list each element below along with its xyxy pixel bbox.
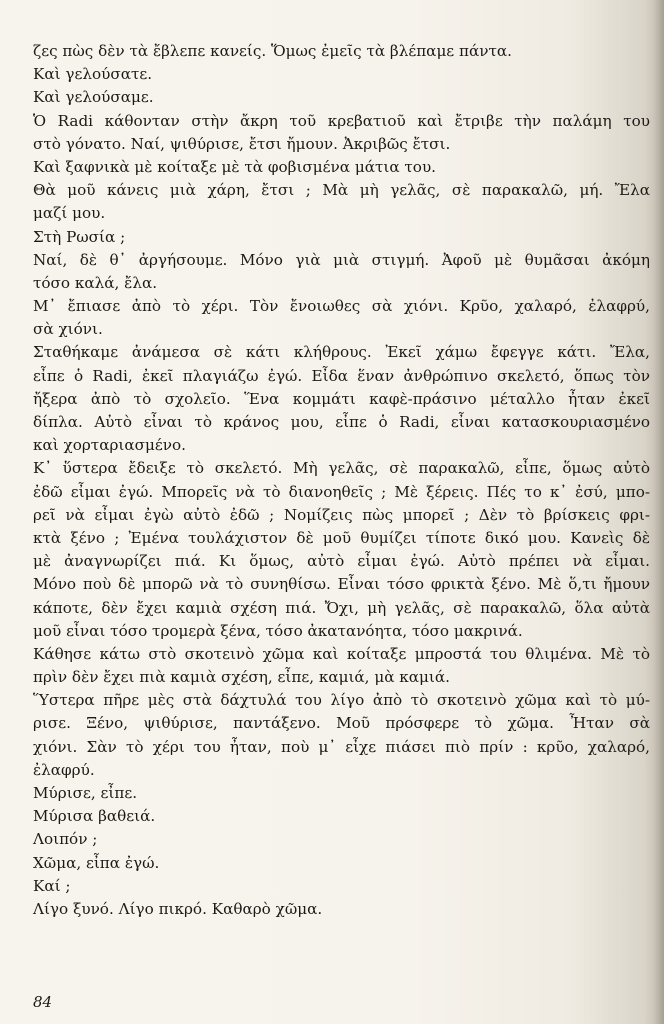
text-line: Καί ; [33,876,71,895]
text-line: κάποτε, δὲν ἔχει καμιὰ σχέση πιά. Ὄχι, μὴ γελᾶς, σὲ παρακαλῶ, ὅλα αὐτὰ [33,598,650,617]
text-line: καὶ χορταριασμένο. [33,436,186,455]
text-line: Καὶ ξαφνικὰ μὲ κοίταξε μὲ τὰ φοβισμένα μάτια του. [33,157,437,176]
text-line: Μύρισε, εἶπε. [33,784,138,802]
text-line: στὸ γόνατο. Ναί, ψιθύρισε, ἔτσι ἤμουν. Ἀκριβῶς ἔτσι. [33,134,451,153]
text-line: Στὴ Ρωσία ; [33,227,126,246]
text-line: τόσο καλά, ἔλα. [33,273,158,292]
text-line: Χῶμα, εἶπα ἐγώ. [33,853,160,872]
text-line: δίπλα. Αὐτὸ εἶναι τὸ κράνος μου, εἶπε ὁ Radi, εἶναι κατασκουριασμένο [33,413,650,431]
text-line: ρεῖ νὰ εἶμαι ἐγὼ αὐτὸ ἐδῶ ; Νομίζεις πὼς μπορεῖ ; Δὲν τὸ βρίσκεις φρι- [33,505,650,524]
text-line: ρισε. Ξένο, ψιθύρισε, παντάξενο. Μοῦ πρόσφερε τὸ χῶμα. Ἦταν σὰ [33,714,650,733]
text-line: Καὶ γελούσατε. [33,65,153,84]
text-line: Καὶ γελούσαμε. [33,88,154,107]
text-line: εἶπε ὁ Radi, ἐκεῖ πλαγιάζω ἐγώ. Εἶδα ἕναν ἀνθρώπινο σκελετό, ὅπως τὸν [33,366,650,385]
text-line: Ὁ Radi κάθονταν στὴν ἄκρη τοῦ κρεβατιοῦ καὶ ἔτριβε τὴν παλάμη του [33,111,650,130]
text-line: ἐλαφρύ. [33,760,95,779]
text-line: χιόνι. Σὰν τὸ χέρι του ἦταν, ποὺ μ᾽ εἶχε πιάσει πιὸ πρίν : κρῦο, χαλαρό, [33,737,650,756]
text-line: Λίγο ξυνό. Λίγο πικρό. Καθαρὸ χῶμα. [33,899,323,918]
text-line: Μύρισα βαθειά. [33,807,156,826]
text-line: μαζί μου. [33,204,106,223]
text-line: Κ᾽ ὕστερα ἔδειξε τὸ σκελετό. Μὴ γελᾶς, σὲ παρακαλῶ, εἶπε, ὅμως αὐτὸ [33,459,650,478]
page-text-body [33,40,650,921]
text-line: μοῦ εἶναι τόσο τρομερὰ ξένα, τόσο ἀκατανόητα, τόσο μακρινά. [33,621,523,640]
text-line: Ὕστερα πῆρε μὲς στὰ δάχτυλά του λίγο ἀπὸ τὸ σκοτεινὸ χῶμα καὶ τὸ μύ- [33,691,650,710]
text-line: Μ᾽ ἔπιασε ἀπὸ τὸ χέρι. Τὸν ἔνοιωθες σὰ χιόνι. Κρῦο, χαλαρό, ἐλαφρύ, [33,297,650,316]
text-line: κτὰ ξένο ; Ἐμένα τουλάχιστον δὲ μοῦ θυμίζει τίποτε δικό μου. Κανεὶς δὲ [33,528,650,547]
text-line: μὲ ἀναγνωρίζει πιά. Κι ὅμως, αὐτὸ εἶμαι ἐγώ. Αὐτὸ πρέπει νὰ εἶμαι. [33,552,650,571]
text-line: ἐδῶ εἶμαι ἐγώ. Μπορεῖς νὰ τὸ διανοηθεῖς ; Μὲ ξέρεις. Πές το κ᾽ ἐσύ, μπο- [33,482,650,501]
text-line: Σταθήκαμε ἀνάμεσα σὲ κάτι κλήθρους. Ἐκεῖ χάμω ἔφεγγε κάτι. Ἔλα, [33,343,650,362]
text-line: Κάθησε κάτω στὸ σκοτεινὸ χῶμα καὶ κοίταξε μπροστά του θλιμένα. Μὲ τὸ [33,644,650,663]
page-edge-shadow [654,0,664,1024]
text-line: Μόνο ποὺ δὲ μπορῶ νὰ τὸ συνηθίσω. Εἶναι τόσο φρικτὰ ξένο. Μὲ ὅ,τι ἤμουν [33,575,650,594]
text-line: ζες πὼς δὲν τὰ ἔβλεπε κανείς. Ὅμως ἐμεῖς τὰ βλέπαμε πάντα. [33,42,512,60]
text-line: πρὶν δὲν ἔχει πιὰ καμιὰ σχέση, εἶπε, καμιά, μὰ καμιά. [33,668,450,687]
text-line: ἤξερα ἀπὸ τὸ σχολεῖο. Ἕνα κομμάτι καφὲ-πράσινο μέταλλο ἦταν ἐκεῖ [33,389,650,408]
text-line: Λοιπόν ; [33,830,98,849]
text-line: σὰ χιόνι. [33,320,103,339]
text-line: Ναί, δὲ θ᾽ ἀργήσουμε. Μόνο γιὰ μιὰ στιγμή. Ἀφοῦ μὲ θυμᾶσαι ἀκόμη [33,250,650,269]
text-line: Θὰ μοῦ κάνεις μιὰ χάρη, ἔτσι ; Μὰ μὴ γελᾶς, σὲ παρακαλῶ, μή. Ἔλα [33,181,650,200]
page-number: 84 [33,993,53,1011]
